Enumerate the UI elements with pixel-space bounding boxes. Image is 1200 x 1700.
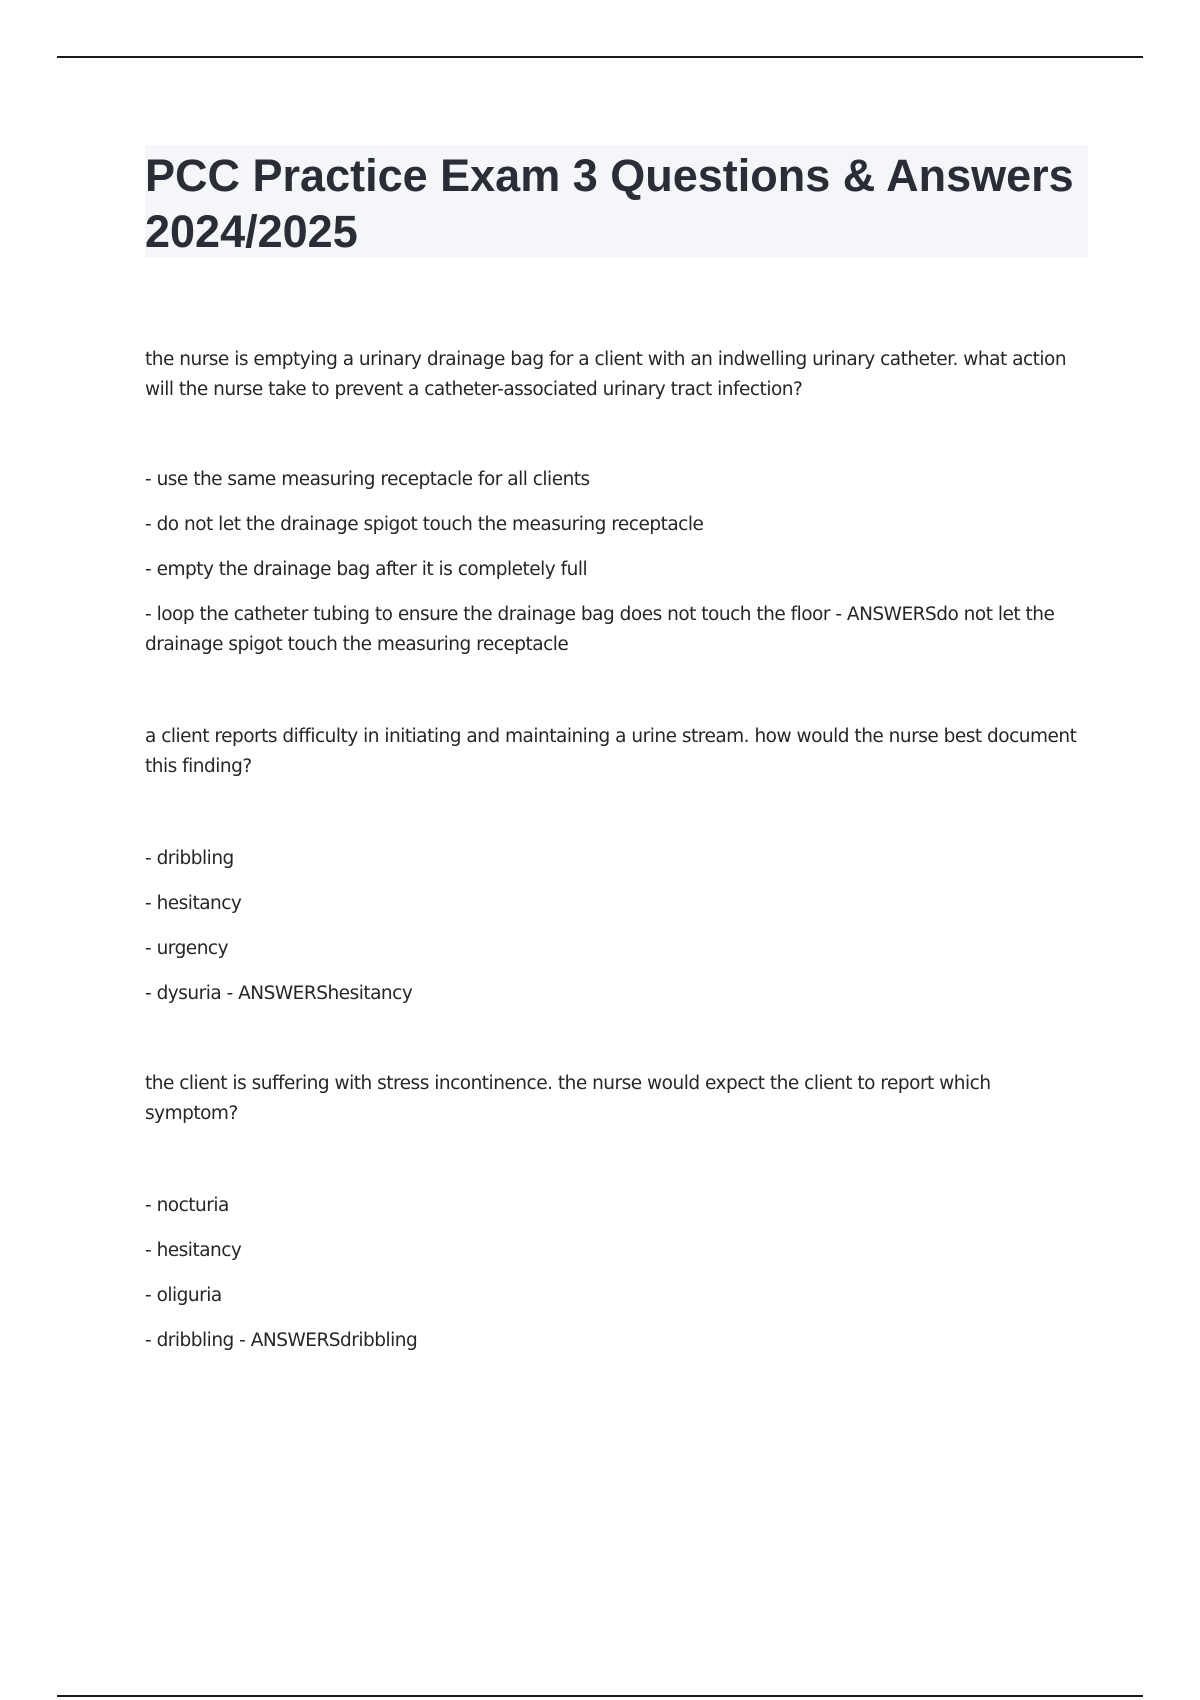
question-block-1 <box>145 345 1088 660</box>
question-block-2 <box>145 722 1088 1009</box>
option-item: - hesitancy <box>145 889 1088 919</box>
page-title: PCC Practice Exam 3 Questions & Answers 2024/2025 <box>145 150 1074 257</box>
option-list <box>145 844 1088 1009</box>
option-item: - urgency <box>145 934 1088 964</box>
option-item: - dribbling <box>145 844 1088 874</box>
option-item-with-answer: - dysuria- ANSWERShesitancy <box>145 979 1088 1009</box>
header-rule <box>57 56 1143 58</box>
question-text: a client reports difficulty in initiating and maintaining a urine stream. how would the nurse best document this finding? <box>145 726 1077 777</box>
answer-text: - ANSWERSdribbling <box>234 1330 417 1351</box>
document-body <box>145 145 1088 1351</box>
answer-text: - ANSWERShesitancy <box>221 983 412 1004</box>
option-list <box>145 465 1088 660</box>
option-item-with-answer: - loop the catheter tubing to ensure the drainage bag does not touch the floor- ANSWERSdo not let the drainage spigot touch the measuring receptacle <box>145 600 1088 660</box>
question-text: the client is suffering with stress incontinence. the nurse would expect the client to report which symptom? <box>145 1073 991 1124</box>
footer-rule <box>57 1695 1143 1697</box>
option-item-with-answer: - dribbling- ANSWERSdribbling <box>145 1326 1088 1356</box>
question-block-3 <box>145 1069 1088 1356</box>
option-list <box>145 1191 1088 1356</box>
answer-text: - ANSWERSdo not let the drainage spigot touch the measuring receptacle <box>145 604 1054 655</box>
title-banner <box>145 145 1088 257</box>
option-item: - nocturia <box>145 1191 1088 1221</box>
question-text: the nurse is emptying a urinary drainage bag for a client with an indwelling urinary catheter. what action will the nurse take to prevent a catheter-associated urinary tract infection? <box>145 349 1067 400</box>
option-item: - oliguria <box>145 1281 1088 1311</box>
option-item: - do not let the drainage spigot touch the measuring receptacle <box>145 510 1088 540</box>
option-item: - use the same measuring receptacle for all clients <box>145 465 1088 495</box>
option-item: - empty the drainage bag after it is completely full <box>145 555 1088 585</box>
option-item: - hesitancy <box>145 1236 1088 1266</box>
